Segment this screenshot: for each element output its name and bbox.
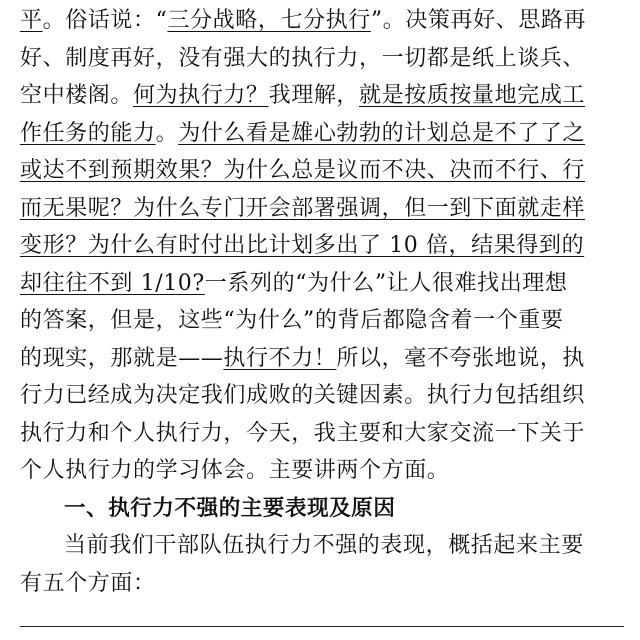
text-run: 执行力和个人执行力，今天，我主要和大家交流一下关于 — [20, 420, 586, 446]
text-run: 的现实，那就是—— — [20, 345, 224, 371]
paragraph-line — [20, 302, 624, 340]
text-run: 好、制度再好，没有强大的执行力，一切都是纸上谈兵、 — [20, 45, 586, 71]
paragraph-line — [20, 115, 624, 153]
section-heading: 一、执行力不强的主要表现及原因 — [64, 495, 396, 521]
underlined-text: 作任务的能力 — [20, 120, 156, 146]
paragraph-intro — [20, 2, 624, 490]
paragraph-line — [20, 377, 624, 415]
text-run: 个人执行力的学习体会。主要讲两个方面。 — [20, 458, 450, 483]
underlined-text: 为什么看是雄心勃勃的计划总是不了了之 — [178, 120, 586, 146]
paragraph-line — [20, 227, 624, 265]
underlined-text: 变形？为什么有时付出比计划多出了 10 倍，结果得到的 — [20, 233, 585, 258]
text-run: 一系列的“为什么”让人很难找出理想 — [204, 270, 568, 296]
underlined-text: 却往往不到 1/10? — [20, 270, 205, 296]
text-run: 空中楼阁。 — [20, 83, 134, 108]
text-run: 所以，毫不夸张地说，执 — [336, 345, 586, 371]
paragraph-line — [20, 40, 624, 78]
underlined-text: 何为执行力？ — [133, 83, 269, 108]
text-run: 我理解， — [268, 83, 360, 108]
paragraph-line: 有五个方面： — [20, 570, 156, 596]
underlined-text: 三分战略，七分执行 — [167, 8, 371, 33]
underlined-text: 或达不到预期效果？为什么总是议而不决、决而不行、行 — [20, 158, 586, 183]
paragraph-line — [20, 190, 624, 228]
paragraph-line — [20, 340, 624, 378]
text-run: 。 — [155, 120, 179, 146]
underlined-text: 而无果呢？为什么专门开会部署强调，但一到下面就走样 — [20, 195, 586, 221]
underlined-text: 就是按质按量地完成工 — [359, 83, 586, 108]
page-divider — [20, 626, 624, 627]
underlined-text: 执行不力！ — [223, 345, 337, 371]
paragraph-line: 当前我们干部队伍执行力不强的表现，概括起来主要 — [64, 533, 584, 558]
document-body — [20, 2, 624, 602]
paragraph-line — [20, 415, 624, 453]
paragraph-line — [20, 452, 624, 490]
text-run: 。俗话说：“ — [42, 8, 168, 33]
text-run: 行力已经成为决定我们成败的关键因素。执行力包括组织 — [20, 383, 586, 408]
paragraph-line — [20, 152, 624, 190]
paragraph-line — [20, 2, 624, 40]
text-run: 的答案，但是，这些“为什么”的背后都隐含着一个重要 — [20, 308, 564, 333]
paragraph-line — [20, 77, 624, 115]
paragraph-line — [20, 265, 624, 303]
underlined-text: 平 — [20, 8, 43, 33]
text-run: ”。决策再好、思路再 — [370, 8, 587, 33]
